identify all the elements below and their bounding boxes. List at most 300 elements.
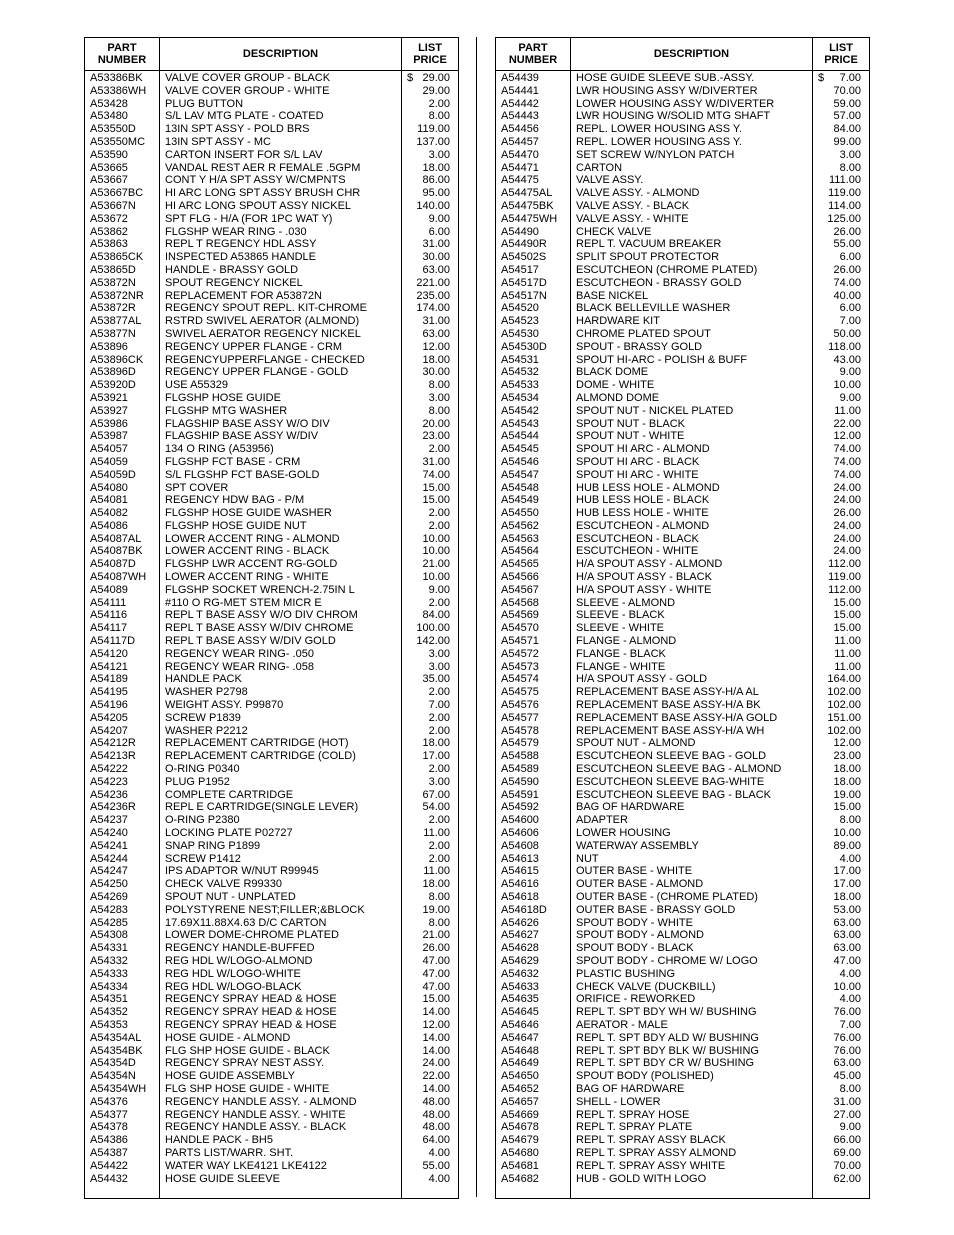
part-number: A54517D <box>501 276 547 289</box>
table-row <box>496 571 869 584</box>
description: BASE NICKEL <box>576 289 649 302</box>
part-number: A54117 <box>90 622 128 635</box>
description: H/A SPOUT ASSY - ALMOND <box>576 558 723 571</box>
description: #110 O RG-MET STEM MICR E <box>165 596 322 609</box>
description: WATER WAY LKE4121 LKE4122 <box>165 1159 327 1172</box>
part-number: A54577 <box>501 711 539 724</box>
list-price: 119.00 <box>828 571 861 584</box>
table-row <box>85 1045 458 1058</box>
list-price: 7.00 <box>839 315 861 328</box>
table-row <box>496 686 869 699</box>
list-price: 74.00 <box>833 276 861 289</box>
table-row <box>496 98 869 111</box>
description: 17.69X11.88X4.63 D/C CARTON <box>165 916 327 929</box>
table-row <box>85 238 458 251</box>
part-number: A54520 <box>501 302 539 315</box>
part-number: A53872R <box>90 302 136 315</box>
part-number: A54490 <box>501 225 539 238</box>
table-row <box>496 1070 869 1083</box>
description: ESCUTCHEON - BRASSY GOLD <box>576 276 742 289</box>
table-row <box>496 302 869 315</box>
description: HUB LESS HOLE - BLACK <box>576 494 710 507</box>
part-number: A54574 <box>501 673 539 686</box>
list-price: 50.00 <box>833 327 861 340</box>
list-price: 31.00 <box>422 238 450 251</box>
part-number: A53872N <box>90 276 136 289</box>
list-price: 8.00 <box>839 161 861 174</box>
table-row <box>496 290 869 303</box>
table-row <box>496 699 869 712</box>
table-row <box>496 1109 869 1122</box>
description: REPL T BASE ASSY W/O DIV CHROM <box>165 609 358 622</box>
list-price: 26.00 <box>833 225 861 238</box>
part-number: A54681 <box>501 1159 539 1172</box>
description: FLAGSHIP BASE ASSY W/DIV <box>165 430 319 443</box>
part-number: A54081 <box>90 494 128 507</box>
list-price: 3.00 <box>428 775 450 788</box>
description: AERATOR - MALE <box>576 1018 668 1031</box>
description: LOWER ACCENT RING - BLACK <box>165 545 330 558</box>
list-price: 26.00 <box>833 263 861 276</box>
list-price: 63.00 <box>833 1057 861 1070</box>
part-number: A54606 <box>501 827 539 840</box>
table-row <box>496 200 869 213</box>
list-price: 9.00 <box>839 391 861 404</box>
description: SPOUT BODY - ALMOND <box>576 929 704 942</box>
part-number: A54679 <box>501 1134 539 1147</box>
description: FLGSHP MTG WASHER <box>165 404 288 417</box>
list-price: 174.00 <box>416 302 450 315</box>
description: CARTON <box>576 161 623 174</box>
list-price: 10.00 <box>422 545 450 558</box>
part-number: A54236R <box>90 801 136 814</box>
table-row <box>85 290 458 303</box>
part-number: A54628 <box>501 942 539 955</box>
list-price: 76.00 <box>833 1044 861 1057</box>
list-price: 43.00 <box>833 353 861 366</box>
part-number: A54618D <box>501 903 547 916</box>
table-row <box>496 661 869 674</box>
description: HANDLE - BRASSY GOLD <box>165 263 299 276</box>
description: VALVE ASSY. - BLACK <box>576 199 690 212</box>
list-price: 26.00 <box>833 507 861 520</box>
list-price: 6.00 <box>839 251 861 264</box>
table-row <box>85 686 458 699</box>
description: HOSE GUIDE - ALMOND <box>165 1031 291 1044</box>
list-price: 76.00 <box>833 1031 861 1044</box>
table-row <box>85 929 458 942</box>
description: SPOUT REGENCY NICKEL <box>165 276 303 289</box>
part-number: A53986 <box>90 417 128 430</box>
part-number: A54548 <box>501 481 539 494</box>
description: HUB LESS HOLE - ALMOND <box>576 481 720 494</box>
list-price: 48.00 <box>422 1108 450 1121</box>
table-row <box>85 277 458 290</box>
table-row <box>496 226 869 239</box>
list-price: 15.00 <box>833 622 861 635</box>
table-row <box>496 430 869 443</box>
table-row <box>85 1006 458 1019</box>
table-row <box>85 482 458 495</box>
description: SPOUT HI-ARC - POLISH & BUFF <box>576 353 747 366</box>
list-price: 12.00 <box>833 737 861 750</box>
table-row <box>85 1160 458 1173</box>
table-row <box>85 712 458 725</box>
part-number: A54386 <box>90 1134 128 1147</box>
list-price: 14.00 <box>422 1006 450 1019</box>
list-price: 21.00 <box>422 558 450 571</box>
list-price: 3.00 <box>428 660 450 673</box>
table-row <box>85 187 458 200</box>
part-number: A54682 <box>501 1172 539 1185</box>
table-row <box>85 251 458 264</box>
table-row <box>85 315 458 328</box>
list-price: 24.00 <box>833 532 861 545</box>
list-price: 20.00 <box>422 417 450 430</box>
list-price: 4.00 <box>839 993 861 1006</box>
table-row <box>85 507 458 520</box>
list-price: 18.00 <box>422 161 450 174</box>
description: REGENCY WEAR RING- .058 <box>165 660 314 673</box>
list-price: 17.00 <box>422 750 450 763</box>
part-number: A54376 <box>90 1095 128 1108</box>
part-number: A53896D <box>90 366 136 379</box>
list-price: 47.00 <box>422 954 450 967</box>
description: SLEEVE - ALMOND <box>576 596 676 609</box>
list-price: 12.00 <box>422 1018 450 1031</box>
table-row <box>85 584 458 597</box>
part-number: A54546 <box>501 455 539 468</box>
list-price: 19.00 <box>422 903 450 916</box>
description: REGENCY WEAR RING- .050 <box>165 647 314 660</box>
table-row <box>496 622 869 635</box>
list-price: 2.00 <box>428 97 450 110</box>
table-row <box>85 545 458 558</box>
table-row <box>85 1057 458 1070</box>
description: REPLACEMENT CARTRIDGE (HOT) <box>165 737 349 750</box>
description: REG HDL W/LOGO-ALMOND <box>165 954 313 967</box>
part-number: A54207 <box>90 724 128 737</box>
list-price: 15.00 <box>422 494 450 507</box>
part-number: A54613 <box>501 852 539 865</box>
list-price: 15.00 <box>833 801 861 814</box>
list-price: 8.00 <box>839 814 861 827</box>
part-number: A54627 <box>501 929 539 942</box>
table-row <box>85 174 458 187</box>
list-price: 18.00 <box>833 763 861 776</box>
header-part-number-label: PART NUMBER <box>97 42 147 66</box>
table-row <box>496 558 869 571</box>
part-number: A54647 <box>501 1031 539 1044</box>
description: RSTRD SWIVEL AERATOR (ALMOND) <box>165 315 360 328</box>
part-number: A54635 <box>501 993 539 1006</box>
table-body <box>85 72 458 1185</box>
description: OUTER BASE - BRASSY GOLD <box>576 903 736 916</box>
part-number: A54568 <box>501 596 539 609</box>
list-price: 74.00 <box>833 468 861 481</box>
table-row <box>85 1109 458 1122</box>
part-number: A54579 <box>501 737 539 750</box>
description: SPOUT HI ARC - WHITE <box>576 468 699 481</box>
part-number: A54565 <box>501 558 539 571</box>
table-row <box>496 878 869 891</box>
table-row <box>85 814 458 827</box>
description: SHELL - LOWER <box>576 1095 661 1108</box>
description: ESCUTCHEON SLEEVE BAG - ALMOND <box>576 763 782 776</box>
table-row <box>496 840 869 853</box>
table-row <box>85 661 458 674</box>
list-price: 63.00 <box>833 929 861 942</box>
table-row <box>496 993 869 1006</box>
description: REPL T. SPRAY HOSE <box>576 1108 690 1121</box>
description: REGENCY SPRAY NEST ASSY. <box>165 1057 325 1070</box>
part-number: A54205 <box>90 711 128 724</box>
list-price: 6.00 <box>428 225 450 238</box>
part-number: A54632 <box>501 967 539 980</box>
description: FLGSHP HOSE GUIDE <box>165 391 281 404</box>
table-row <box>85 264 458 277</box>
table-row <box>496 379 869 392</box>
part-number: A54567 <box>501 583 539 596</box>
table-row <box>496 85 869 98</box>
part-number: A54333 <box>90 967 128 980</box>
part-number: A54457 <box>501 135 539 148</box>
description: REPL T BASE ASSY W/DIV GOLD <box>165 635 336 648</box>
description: DOME - WHITE <box>576 379 655 392</box>
description: HUB LESS HOLE - WHITE <box>576 507 709 520</box>
list-price: 7.00 <box>839 72 861 84</box>
header-part-number-label: PART NUMBER <box>508 42 558 66</box>
table-row <box>496 955 869 968</box>
table-row <box>85 840 458 853</box>
list-price: 29.00 <box>422 84 450 97</box>
part-number: A54502S <box>501 251 547 264</box>
list-price: 102.00 <box>827 699 861 712</box>
list-price: 15.00 <box>833 596 861 609</box>
description: SWIVEL AERATOR REGENCY NICKEL <box>165 327 361 340</box>
part-number: A54592 <box>501 801 539 814</box>
description: LWR HOUSING ASSY W/DIVERTER <box>576 84 758 97</box>
list-price: 10.00 <box>833 827 861 840</box>
description: FLANGE - WHITE <box>576 660 666 673</box>
table-row <box>85 162 458 175</box>
list-price: 74.00 <box>833 455 861 468</box>
list-price: 102.00 <box>827 724 861 737</box>
table-row <box>85 213 458 226</box>
part-number: A54240 <box>90 827 128 840</box>
table-row <box>85 533 458 546</box>
table-row <box>496 405 869 418</box>
list-price: 74.00 <box>833 443 861 456</box>
part-number: A53590 <box>90 148 128 161</box>
part-number: A54533 <box>501 379 539 392</box>
list-price: 10.00 <box>422 571 450 584</box>
list-price: 24.00 <box>833 545 861 558</box>
description: PARTS LIST/WARR. SHT. <box>165 1146 294 1159</box>
description: REPL T. SPRAY ASSY WHITE <box>576 1159 726 1172</box>
part-number: A54578 <box>501 724 539 737</box>
description: REPL T. SPRAY PLATE <box>576 1121 693 1134</box>
table-row <box>85 1070 458 1083</box>
description: OUTER BASE - ALMOND <box>576 878 704 891</box>
list-price: 12.00 <box>833 430 861 443</box>
description: ESCUTCHEON - ALMOND <box>576 519 710 532</box>
table-row <box>496 162 869 175</box>
part-number: A54354BK <box>90 1044 143 1057</box>
description: WATERWAY ASSEMBLY <box>576 839 699 852</box>
description: FLG SHP HOSE GUIDE - BLACK <box>165 1044 330 1057</box>
list-price: 102.00 <box>827 686 861 699</box>
list-price: 7.00 <box>428 699 450 712</box>
table-row <box>496 929 869 942</box>
description: FLANGE - ALMOND <box>576 635 677 648</box>
part-number: A53896 <box>90 340 128 353</box>
table-row <box>496 72 869 85</box>
table-row <box>496 673 869 686</box>
part-number: A54530D <box>501 340 547 353</box>
table-row <box>496 469 869 482</box>
part-number: A54563 <box>501 532 539 545</box>
table-row <box>85 597 458 610</box>
table-row <box>496 1173 869 1186</box>
list-price: 15.00 <box>422 993 450 1006</box>
table-row <box>85 494 458 507</box>
part-number: A53480 <box>90 110 128 123</box>
table-row <box>496 520 869 533</box>
part-number: A54564 <box>501 545 539 558</box>
description: VALVE ASSY. <box>576 174 644 187</box>
part-number: A54562 <box>501 519 539 532</box>
table-row <box>85 955 458 968</box>
table-row <box>496 1032 869 1045</box>
part-number: A54087D <box>90 558 136 571</box>
part-number: A54080 <box>90 481 128 494</box>
table-row <box>85 226 458 239</box>
table-row <box>85 200 458 213</box>
list-price: 18.00 <box>422 878 450 891</box>
header-description <box>160 38 401 70</box>
table-row <box>85 98 458 111</box>
description: REPLACEMENT BASE ASSY-H/A AL <box>576 686 759 699</box>
part-number: A54111 <box>90 596 127 609</box>
part-number: A54456 <box>501 123 539 136</box>
list-price: 24.00 <box>833 494 861 507</box>
description: REGENCY UPPER FLANGE - CRM <box>165 340 343 353</box>
description: BAG OF HARDWARE <box>576 801 685 814</box>
part-number: A53428 <box>90 97 128 110</box>
description: BAG OF HARDWARE <box>576 1082 685 1095</box>
part-number: A54082 <box>90 507 128 520</box>
description: ESCUTCHEON SLEEVE BAG-WHITE <box>576 775 765 788</box>
part-number: A54250 <box>90 878 128 891</box>
list-price: 15.00 <box>422 481 450 494</box>
part-number: A54648 <box>501 1044 539 1057</box>
description: VANDAL REST AER R FEMALE .5GPM <box>165 161 361 174</box>
description: H/A SPOUT ASSY - WHITE <box>576 583 712 596</box>
part-number: A53877N <box>90 327 136 340</box>
part-number: A54212R <box>90 737 136 750</box>
part-number: A54059 <box>90 455 128 468</box>
list-price: 4.00 <box>839 852 861 865</box>
part-number: A54354WH <box>90 1082 147 1095</box>
description: REGENCY SPRAY HEAD & HOSE <box>165 1018 337 1031</box>
list-price: 2.00 <box>428 507 450 520</box>
list-price: 67.00 <box>422 788 450 801</box>
description: REPL. LOWER HOUSING ASS Y. <box>576 135 742 148</box>
part-number: A53672 <box>90 212 128 225</box>
part-number: A53877AL <box>90 315 142 328</box>
list-price: 47.00 <box>422 967 450 980</box>
part-number: A54573 <box>501 660 539 673</box>
list-price: 11.00 <box>423 827 450 840</box>
list-price: 111.00 <box>828 174 861 187</box>
part-number: A54378 <box>90 1121 128 1134</box>
description: OUTER BASE - WHITE <box>576 865 693 878</box>
part-number: A54517N <box>501 289 547 302</box>
part-number: A54549 <box>501 494 539 507</box>
part-number: A53865D <box>90 263 136 276</box>
table-row <box>496 545 869 558</box>
table-row <box>496 238 869 251</box>
list-price: 30.00 <box>422 366 450 379</box>
list-price: 140.00 <box>416 199 450 212</box>
list-price: 48.00 <box>422 1121 450 1134</box>
table-row <box>85 737 458 750</box>
description: SPOUT NUT - WHITE <box>576 430 685 443</box>
table-row <box>85 648 458 661</box>
list-price: 17.00 <box>833 878 861 891</box>
description: REGENCY UPPER FLANGE - GOLD <box>165 366 349 379</box>
part-number: A54387 <box>90 1146 128 1159</box>
table-row <box>496 750 869 763</box>
part-number: A54222 <box>90 763 128 776</box>
part-number: A54236 <box>90 788 128 801</box>
part-number: A54354N <box>90 1070 136 1083</box>
list-price: 54.00 <box>422 801 450 814</box>
description: REPL. LOWER HOUSING ASS Y. <box>576 123 742 136</box>
description: REPL T. SPRAY ASSY ALMOND <box>576 1146 737 1159</box>
description: SPT COVER <box>165 481 229 494</box>
description: USE A55329 <box>165 379 228 392</box>
description: SPOUT HI ARC - ALMOND <box>576 443 710 456</box>
list-price: 2.00 <box>428 814 450 827</box>
description: ADAPTER <box>576 814 628 827</box>
description: HI ARC LONG SPT ASSY BRUSH CHR <box>165 187 361 200</box>
description: LOWER HOUSING ASSY W/DIVERTER <box>576 97 775 110</box>
table-row <box>496 827 869 840</box>
description: REGENCY HANDLE ASSY. - WHITE <box>165 1108 346 1121</box>
description: BLACK BELLEVILLE WASHER <box>576 302 731 315</box>
list-price: 4.00 <box>839 967 861 980</box>
description: CARTON INSERT FOR S/L LAV <box>165 148 323 161</box>
part-number: A54680 <box>501 1146 539 1159</box>
part-number: A54544 <box>501 430 539 443</box>
list-price: 63.00 <box>422 327 450 340</box>
table-row <box>85 456 458 469</box>
list-price: 221.00 <box>416 276 450 289</box>
part-number: A54550 <box>501 507 539 520</box>
part-number: A54570 <box>501 622 539 635</box>
table-row <box>496 1019 869 1032</box>
currency-symbol: $ <box>407 72 414 84</box>
description: FLGSHP WEAR RING - .030 <box>165 225 307 238</box>
list-price: 26.00 <box>422 942 450 955</box>
list-price: 14.00 <box>422 1031 450 1044</box>
description: O-RING P2380 <box>165 814 240 827</box>
part-number: A53550D <box>90 123 136 136</box>
table-row <box>85 149 458 162</box>
part-number: A53865CK <box>90 251 144 264</box>
